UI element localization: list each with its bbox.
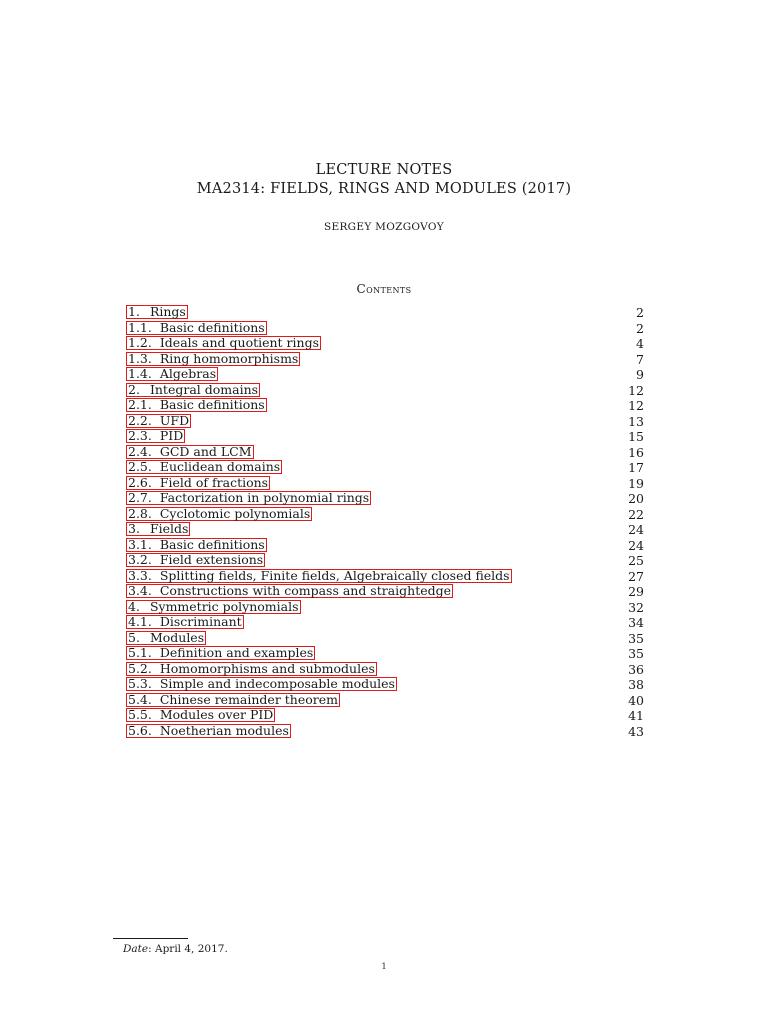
toc-row (126, 352, 646, 368)
toc-link[interactable] (126, 569, 512, 583)
toc-entry-title: Field of fractions (159, 474, 269, 490)
toc-entry-page: 19 (628, 475, 644, 491)
toc-row (126, 491, 646, 507)
toc-entry-number: 5.1. (128, 645, 152, 660)
toc-entry-page: 22 (628, 506, 644, 522)
toc-entry-title: Basic definitions (159, 397, 265, 412)
toc-entry-page: 35 (628, 630, 644, 646)
toc-row (126, 646, 646, 662)
table-of-contents (126, 305, 646, 739)
toc-entry-number: 2. (128, 381, 140, 397)
toc-entry-number: 4. (128, 598, 140, 614)
toc-row (126, 631, 646, 647)
toc-entry-number: 3.3. (128, 567, 152, 583)
footnote-divider (113, 938, 188, 939)
toc-entry-page: 15 (628, 429, 644, 444)
toc-link[interactable] (126, 367, 218, 381)
toc-entry-title: Field extensions (159, 552, 264, 567)
toc-link[interactable] (126, 553, 265, 567)
toc-link[interactable] (126, 631, 206, 645)
toc-entry-title: Noetherian modules (159, 722, 289, 738)
toc-entry-number: 3.4. (128, 583, 152, 598)
toc-row (126, 336, 646, 352)
toc-entry-page: 41 (628, 708, 644, 723)
toc-entry-number: 1.2. (128, 335, 152, 350)
toc-entry-page: 12 (628, 398, 644, 413)
footnote (123, 943, 228, 955)
toc-row (126, 305, 646, 321)
toc-row (126, 507, 646, 523)
toc-entry-title: Symmetric polynomials (149, 598, 299, 614)
toc-entry-number: 2.1. (128, 397, 152, 412)
toc-row (126, 460, 646, 476)
toc-entry-number: 1.3. (128, 350, 152, 366)
toc-link[interactable] (126, 460, 282, 474)
toc-entry-page: 7 (636, 351, 644, 367)
toc-entry-title: UFD (159, 412, 190, 428)
toc-entry-page: 35 (628, 646, 644, 661)
toc-entry-page: 25 (628, 553, 644, 568)
toc-entry-title: Cyclotomic polynomials (159, 505, 311, 521)
toc-entry-title: Basic definitions (159, 319, 265, 335)
toc-row (126, 677, 646, 693)
toc-entry-title: Chinese remainder theorem (159, 691, 339, 707)
toc-entry-number: 2.2. (128, 412, 152, 428)
toc-entry-page: 38 (628, 677, 644, 692)
toc-entry-title: Ideals and quotient rings (159, 335, 319, 350)
toc-entry-page: 2 (636, 305, 644, 320)
toc-row (126, 724, 646, 740)
toc-entry-page: 24 (628, 537, 644, 553)
toc-row (126, 321, 646, 337)
toc-entry-page: 4 (636, 336, 644, 351)
toc-entry-title: GCD and LCM (159, 443, 252, 459)
toc-link[interactable] (126, 429, 185, 443)
toc-row (126, 584, 646, 600)
toc-row (126, 615, 646, 631)
footnote-label: Date (123, 943, 149, 955)
toc-entry-title: Integral domains (149, 381, 259, 397)
toc-entry-number: 2.8. (128, 505, 152, 521)
toc-row (126, 708, 646, 724)
toc-entry-number: 2.5. (128, 459, 152, 474)
toc-link[interactable] (126, 677, 397, 691)
toc-link[interactable] (126, 662, 377, 676)
toc-entry-title: Homomorphisms and submodules (159, 660, 375, 676)
toc-row (126, 476, 646, 492)
toc-entry-number: 2.3. (128, 428, 152, 443)
toc-entry-title: Modules (149, 629, 205, 645)
document-author: SERGEY MOZGOVOY (324, 221, 444, 233)
toc-entry-title: Splitting fields, Finite fields, Algebraically closed fields (159, 567, 510, 583)
toc-link[interactable] (126, 693, 340, 707)
toc-link[interactable] (126, 305, 188, 319)
toc-entry-title: Factorization in polynomial rings (159, 490, 370, 505)
toc-entry-page: 17 (628, 460, 644, 475)
toc-row (126, 693, 646, 709)
toc-row (126, 414, 646, 430)
toc-entry-page: 24 (628, 522, 644, 537)
toc-link[interactable] (126, 398, 267, 412)
toc-link[interactable] (126, 724, 291, 738)
toc-entry-title: Constructions with compass and straightedge (159, 583, 452, 598)
toc-entry-number: 3. (128, 521, 140, 536)
toc-link[interactable] (126, 445, 254, 459)
toc-entry-number: 2.4. (128, 443, 152, 459)
toc-entry-number: 3.1. (128, 536, 152, 552)
toc-entry-number: 5.3. (128, 676, 152, 691)
toc-entry-title: Rings (149, 304, 186, 319)
toc-entry-title: Simple and indecomposable modules (159, 676, 395, 691)
toc-entry-title: Discriminant (159, 614, 242, 629)
toc-row (126, 367, 646, 383)
toc-row (126, 662, 646, 678)
toc-link[interactable] (126, 538, 267, 552)
toc-link[interactable] (126, 615, 244, 629)
toc-row (126, 398, 646, 414)
toc-entry-number: 3.2. (128, 552, 152, 567)
toc-entry-page: 36 (628, 661, 644, 677)
toc-entry-title: Euclidean domains (159, 459, 281, 474)
toc-link[interactable] (126, 321, 267, 335)
toc-row (126, 445, 646, 461)
toc-row (126, 383, 646, 399)
toc-row (126, 553, 646, 569)
toc-entry-title: Modules over PID (159, 707, 274, 722)
toc-row (126, 429, 646, 445)
document-title-line-1: LECTURE NOTES (315, 162, 453, 178)
toc-link[interactable] (126, 414, 191, 428)
toc-entry-page: 34 (628, 615, 644, 630)
toc-link[interactable] (126, 352, 300, 366)
toc-entry-number: 1. (128, 304, 140, 319)
toc-entry-page: 16 (628, 444, 644, 460)
toc-row (126, 569, 646, 585)
toc-entry-page: 43 (628, 723, 644, 739)
toc-entry-number: 2.7. (128, 490, 152, 505)
toc-entry-title: PID (159, 428, 184, 443)
toc-entry-title: Basic definitions (159, 536, 265, 552)
toc-entry-page: 40 (628, 692, 644, 708)
toc-entry-title: Ring homomorphisms (159, 350, 299, 366)
toc-entry-page: 32 (628, 599, 644, 615)
toc-entry-page: 13 (628, 413, 644, 429)
toc-link[interactable] (126, 600, 301, 614)
toc-entry-page: 20 (628, 491, 644, 506)
toc-entry-title: Definition and examples (159, 645, 314, 660)
toc-link[interactable] (126, 584, 453, 598)
toc-entry-number: 5.4. (128, 691, 152, 707)
toc-row (126, 600, 646, 616)
toc-link[interactable] (126, 522, 190, 536)
toc-link[interactable] (126, 646, 315, 660)
toc-link[interactable] (126, 476, 270, 490)
toc-link[interactable] (126, 491, 371, 505)
toc-link[interactable] (126, 383, 260, 397)
toc-entry-title: Algebras (159, 366, 217, 381)
toc-entry-title: Fields (149, 521, 189, 536)
toc-entry-number: 5.6. (128, 722, 152, 738)
toc-entry-page: 12 (628, 382, 644, 398)
toc-entry-number: 1.4. (128, 366, 152, 381)
toc-entry-page: 27 (628, 568, 644, 584)
toc-row (126, 522, 646, 538)
toc-entry-number: 5.2. (128, 660, 152, 676)
toc-entry-page: 2 (636, 320, 644, 336)
toc-entry-number: 1.1. (128, 319, 152, 335)
toc-entry-number: 5. (128, 629, 140, 645)
toc-row (126, 538, 646, 554)
toc-entry-number: 2.6. (128, 474, 152, 490)
page-number: 1 (381, 962, 387, 971)
footnote-text: : April 4, 2017. (148, 943, 228, 955)
toc-entry-page: 29 (628, 584, 644, 599)
toc-link[interactable] (126, 708, 275, 722)
toc-entry-number: 5.5. (128, 707, 152, 722)
toc-link[interactable] (126, 336, 321, 350)
toc-link[interactable] (126, 507, 312, 521)
document-title-line-2: MA2314: FIELDS, RINGS AND MODULES (2017) (196, 181, 572, 197)
toc-entry-page: 9 (636, 367, 644, 382)
contents-heading: Contents (356, 282, 412, 296)
toc-entry-number: 4.1. (128, 614, 152, 629)
